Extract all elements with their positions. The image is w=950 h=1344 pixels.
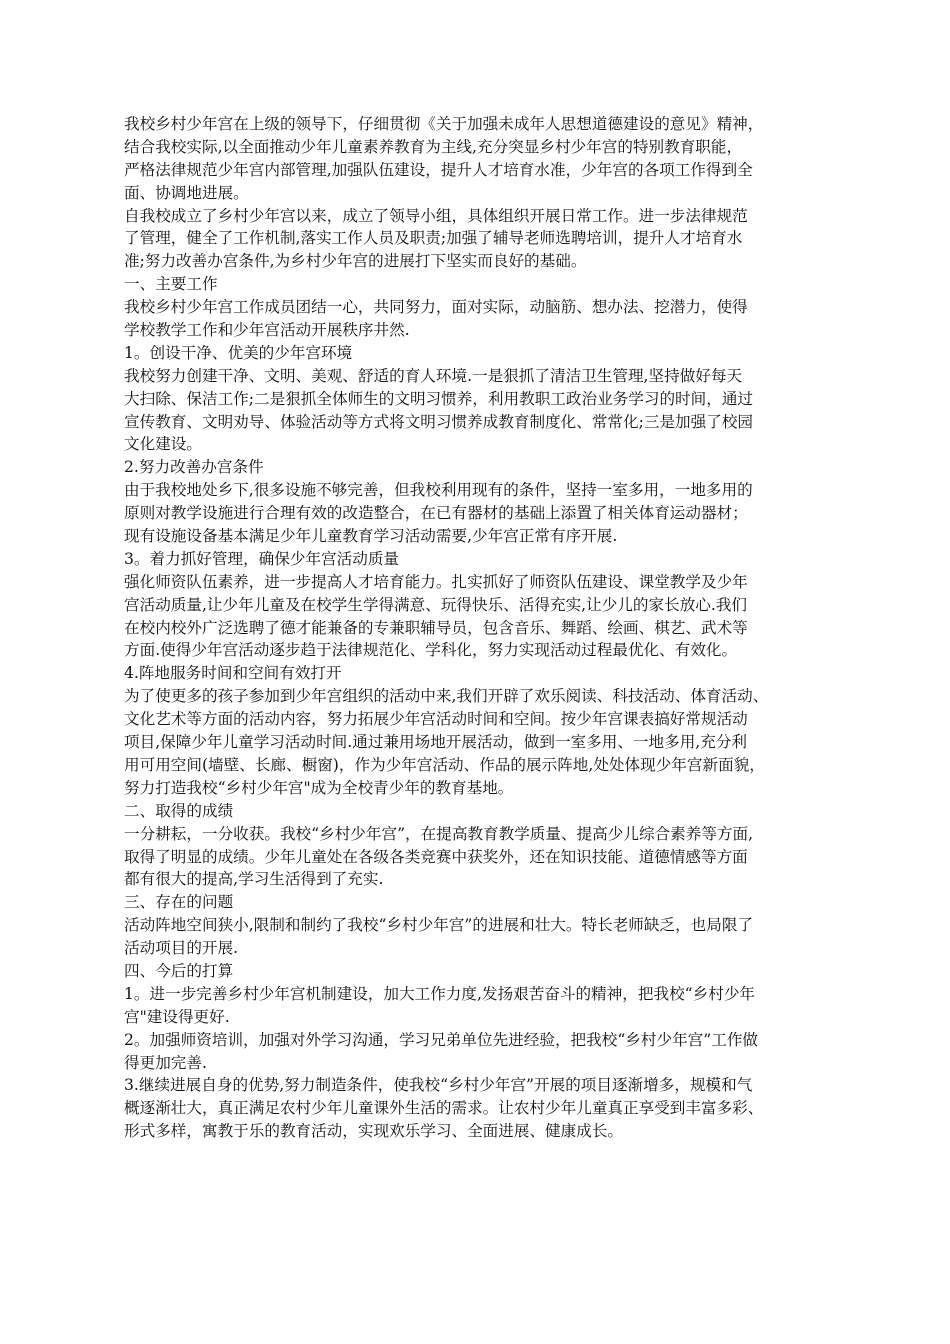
text-line: 项目,保障少年儿童学习活动时间.通过兼用场地开展活动，做到一室多用、一地多用,充分利 <box>124 733 748 752</box>
text-line: 宣传教育、文明劝导、体验活动等方式将文明习惯养成教育制度化、常常化;三是加强了校园 <box>124 412 754 431</box>
text-line: 活动阵地空间狭小,限制和制约了我校“乡村少年宫”的进展和壮大。特长老师缺乏，也局限了 <box>124 916 754 935</box>
text-line: 原则对教学设施进行合理有效的改造整合，在已有器材的基础上添置了相关体育运动器材； <box>124 504 748 523</box>
text-line: 学校教学工作和少年宫活动开展秩序井然. <box>124 321 410 340</box>
text-line: 我校努力创建干净、文明、美观、舒适的育人环境.一是狠抓了清洁卫生管理,坚持做好每天 <box>124 366 743 385</box>
text-line: 用可用空间(墙壁、长廊、橱窗)，作为少年宫活动、作品的展示阵地,处处体现少年宫新面貌， <box>124 755 765 774</box>
text-line: 一分耕耘，一分收获。我校“乡村少年宫”，在提高教育教学质量、提高少儿综合素养等方面, <box>124 824 754 843</box>
text-line: 了管理，健全了工作机制,落实工作人员及职责;加强了辅导老师选聘培训，提升人才培育水 <box>124 229 743 248</box>
text-line: 自我校成立了乡村少年宫以来，成立了领导小组，具体组织开展日常工作。进一步法律规范 <box>124 206 748 225</box>
text-line: 概逐渐壮大，真正满足农村少年儿童课外生活的需求。让农村少年儿童真正享受到丰富多彩、 <box>124 1099 764 1118</box>
text-line: 为了使更多的孩子参加到少年宫组织的活动中来,我们开辟了欢乐阅读、科技活动、体育活动、 <box>124 687 769 706</box>
text-line: 一、主要工作 <box>124 275 218 294</box>
text-line: 准;努力改善办宫条件,为乡村少年宫的进展打下坚实而良好的基础。 <box>124 252 587 271</box>
text-line: 宫"建设得更好. <box>124 1007 230 1026</box>
document-body <box>124 113 836 1143</box>
text-line: 宫活动质量,让少年儿童及在校学生学得满意、玩得快乐、活得充实,让少儿的家长放心.我们 <box>124 595 748 614</box>
text-line: 现有设施设备基本满足少年儿童教育学习活动需要,少年宫正常有序开展. <box>124 527 618 546</box>
text-line: 1。进一步完善乡村少年宫机制建设，加大工作力度,发扬艰苦奋斗的精神，把我校“乡村少年 <box>124 984 756 1003</box>
text-line: 在校内校外广泛选聘了德才能兼备的专兼职辅导员，包含音乐、舞蹈、绘画、棋艺、武术等 <box>124 618 748 637</box>
text-line: 结合我校实际,以全面推动少年儿童素养教育为主线,充分突显乡村少年宫的特别教育职能， <box>124 137 743 156</box>
text-line: 由于我校地处乡下,很多设施不够完善，但我校利用现有的条件，坚持一室多用，一地多用的 <box>124 481 753 500</box>
text-line: 文化建设。 <box>124 435 202 454</box>
text-line: 我校乡村少年宫在上级的领导下，仔细贯彻《关于加强未成年人思想道德建设的意见》精神， <box>124 115 764 133</box>
text-line: 二、取得的成绩 <box>124 801 234 820</box>
text-line: 严格法律规范少年宫内部管理,加强队伍建设，提升人才培育水准，少年宫的各项工作得到全 <box>124 160 753 179</box>
text-line: 都有很大的提高,学习生活得到了充实. <box>124 870 384 889</box>
text-line: 三、存在的问题 <box>124 893 234 912</box>
text-line: 1。创设干净、优美的少年宫环境 <box>124 343 353 362</box>
text-line: 大扫除、保洁工作;二是狠抓全体师生的文明习惯养，利用教职工政治业务学习的时间，通过 <box>124 389 754 408</box>
text-line: 得更加完善. <box>124 1053 207 1072</box>
text-line: 努力打造我校“乡村少年宫"成为全校青少年的教育基地。 <box>124 778 514 797</box>
text-line: 3。着力抓好管理，确保少年宫活动质量 <box>124 549 400 568</box>
text-line: 面、协调地进展。 <box>124 183 249 202</box>
text-line: 四、今后的打算 <box>124 961 234 980</box>
text-line: 取得了明显的成绩。少年儿童处在各级各类竞赛中获奖外，还在知识技能、道德情感等方面 <box>124 847 748 866</box>
text-line: 文化艺术等方面的活动内容，努力拓展少年宫活动时间和空间。按少年宫课表搞好常规活动 <box>124 710 748 729</box>
text-line: 形式多样，寓教于乐的教育活动，实现欢乐学习、全面进展、健康成长。 <box>124 1122 624 1141</box>
text-line: 3.继续进展自身的优势,努力制造条件，使我校“乡村少年宫”开展的项目逐渐增多，规模和气 <box>124 1076 753 1095</box>
text-line: 活动项目的开展. <box>124 939 239 958</box>
text-line: 4.阵地服务时间和空间有效打开 <box>124 664 342 683</box>
text-line: 2.努力改善办宫条件 <box>124 458 264 477</box>
text-line: 2。加强师资培训，加强对外学习沟通，学习兄弟单位先进经验，把我校“乡村少年宫”工作做 <box>124 1030 759 1049</box>
text-line: 我校乡村少年宫工作成员团结一心，共同努力，面对实际，动脑筋、想办法、挖潜力，使得 <box>124 298 748 317</box>
text-line: 方面.使得少年宫活动逐步趋于法律规范化、学科化，努力实现活动过程最优化、有效化。 <box>124 641 738 660</box>
text-line: 强化师资队伍素养，进一步提高人才培育能力。扎实抓好了师资队伍建设、课堂教学及少年 <box>124 572 748 591</box>
